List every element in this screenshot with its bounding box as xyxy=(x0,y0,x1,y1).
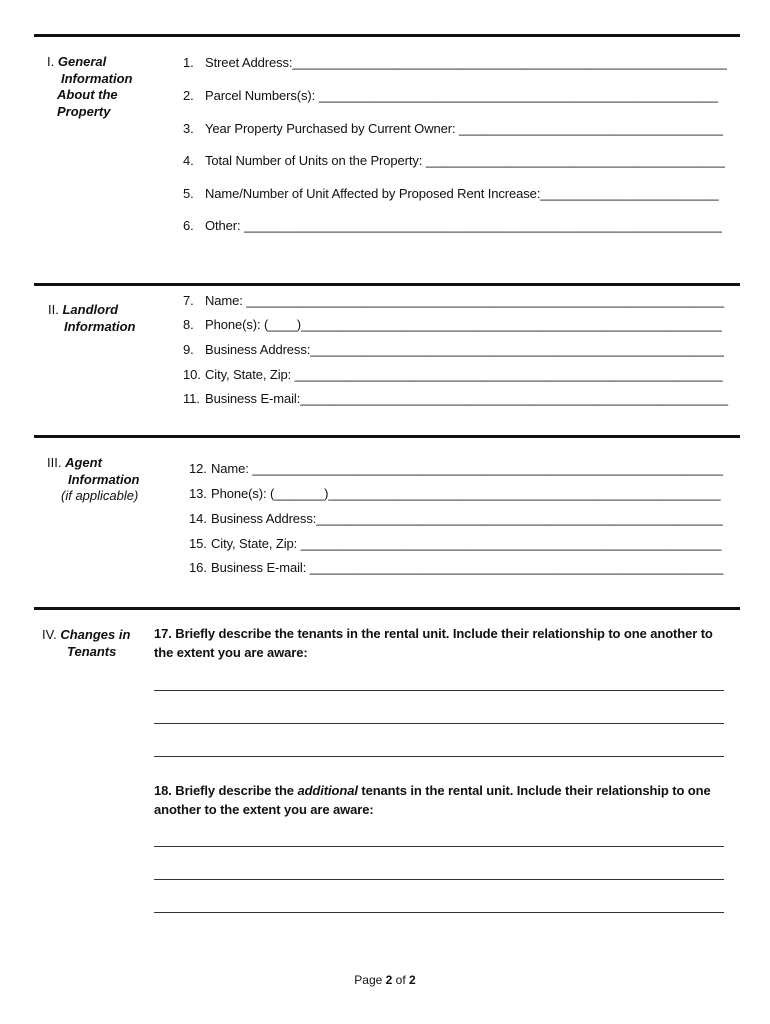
field-landlord-city-state-zip[interactable]: 10. City, State, Zip: ____________________________________________________________ xyxy=(183,367,723,382)
section-divider-4 xyxy=(34,607,740,610)
field-landlord-phone[interactable]: 8. Phone(s): (____)___________________________________________________________ xyxy=(183,317,722,332)
field-agent-city-state-zip[interactable]: 15. City, State, Zip: ___________________________________________________________ xyxy=(189,536,722,551)
section-3-title-line-1: Agent xyxy=(65,455,102,470)
field-agent-phone[interactable]: 13. Phone(s): (_______)_______________________________________________________ xyxy=(189,486,721,501)
field-agent-business-address[interactable]: 14. Business Address:_________________________________________________________ xyxy=(189,511,723,526)
section-3-subtitle: (if applicable) xyxy=(61,488,139,503)
field-parcel-numbers[interactable]: 2. Parcel Numbers(s): ________________________________________________________ xyxy=(183,88,718,103)
section-1-title-line-2: Information xyxy=(61,70,133,86)
section-1-title-line-1: General xyxy=(57,54,107,69)
field-other[interactable]: 6. Other: ___________________________________________________________________ xyxy=(183,218,722,233)
field-unit-affected[interactable]: 5. Name/Number of Unit Affected by Proposed Rent Increase:_________________________ xyxy=(183,186,719,201)
section-3-number: III. xyxy=(47,455,62,470)
field-total-units[interactable]: 4. Total Number of Units on the Property: __________________________________________ xyxy=(183,153,725,168)
section-4-number: IV. xyxy=(42,627,57,642)
field-landlord-name[interactable]: 7. Name: ___________________________________________________________________ xyxy=(183,293,725,308)
section-1-number: I. xyxy=(47,54,55,69)
field-year-purchased[interactable]: 3. Year Property Purchased by Current Owner: _____________________________________ xyxy=(183,121,723,136)
section-divider-2 xyxy=(34,283,740,286)
answer-17-line-1[interactable] xyxy=(154,690,724,691)
question-18: 18. Briefly describe the additional tenants in the rental unit. Include their relationship to one another to the extent you are aware: xyxy=(154,783,711,817)
field-agent-email[interactable]: 16. Business E-mail: __________________________________________________________ xyxy=(189,560,724,575)
question-17: 17. Briefly describe the tenants in the rental unit. Include their relationship to one another to the extent you are aware: xyxy=(154,626,713,660)
field-landlord-business-address[interactable]: 9. Business Address:__________________________________________________________ xyxy=(183,342,724,357)
section-3-label xyxy=(47,455,197,505)
section-4-title-line-2: Tenants xyxy=(67,643,117,659)
field-agent-name[interactable]: 12. Name: __________________________________________________________________ xyxy=(189,461,723,476)
field-street-address[interactable]: 1. Street Address:_____________________________________________________________ xyxy=(183,55,727,70)
section-divider-3 xyxy=(34,435,740,438)
section-1-title-line-3: About the xyxy=(57,87,118,102)
answer-18-line-3[interactable] xyxy=(154,912,724,913)
field-landlord-email[interactable]: 11. Business E-mail:____________________________________________________________ xyxy=(183,391,729,406)
section-2-number: II. xyxy=(48,302,59,317)
section-1-title-line-4: Property xyxy=(57,103,111,119)
section-2-title-line-1: Landlord xyxy=(62,302,119,317)
answer-17-line-2[interactable] xyxy=(154,723,724,724)
section-1-label xyxy=(47,54,197,120)
answer-17-line-3[interactable] xyxy=(154,756,724,757)
section-3-title-line-2: Information xyxy=(68,471,140,487)
page-number: Page 2 of 2 xyxy=(354,973,416,987)
section-4-title-line-1: Changes in xyxy=(60,627,131,642)
section-2-title-line-2: Information xyxy=(64,318,136,334)
section-divider-top xyxy=(34,34,740,37)
answer-18-line-2[interactable] xyxy=(154,879,724,880)
answer-18-line-1[interactable] xyxy=(154,846,724,847)
section-2-label xyxy=(48,302,198,335)
